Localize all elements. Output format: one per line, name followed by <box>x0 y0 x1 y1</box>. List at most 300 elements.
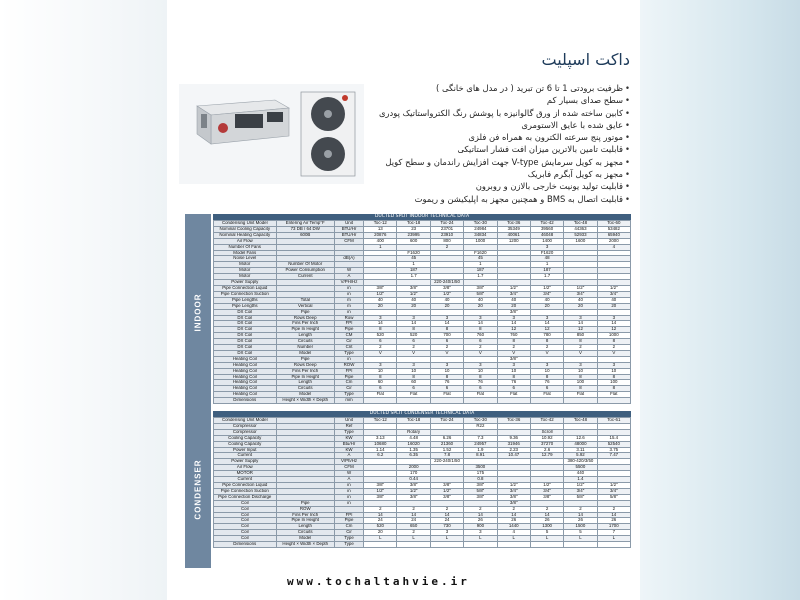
value-cell: 60 <box>397 380 430 386</box>
value-cell: 1/2" <box>397 291 430 297</box>
row-label-cell: DX Coil <box>214 350 277 356</box>
value-cell: 26 <box>464 518 497 524</box>
value-cell: 2 <box>397 345 430 351</box>
feature-item: • کابین ساخته شده از ورق گالوانیزه با پوشش رنگ الکترواستاتیک پودری <box>355 107 630 119</box>
value-cell: 850 <box>564 333 597 339</box>
row-label-cell: Air Flow <box>214 465 277 471</box>
value-cell: 1400 <box>530 238 563 244</box>
value-cell: 1 <box>530 262 563 268</box>
right-background-strip <box>640 0 800 600</box>
value-cell: 1700 <box>597 524 630 530</box>
row-label-cell: DX Coil <box>214 345 277 351</box>
row-label-cell: 73 DB / 64 DW <box>276 226 334 232</box>
row-label-cell: Circuits <box>276 530 334 536</box>
value-cell: Flat <box>530 392 563 398</box>
value-cell: 650 <box>397 524 430 530</box>
value-cell: 3/8" <box>464 494 497 500</box>
value-cell: 1/2" <box>364 291 397 297</box>
value-cell: Toc-12 <box>364 221 397 227</box>
value-cell: 14 <box>530 512 563 518</box>
value-cell: 2 <box>464 345 497 351</box>
value-cell: 6 <box>464 339 497 345</box>
value-cell: 12.6 <box>564 435 597 441</box>
value-cell: 76 <box>430 380 463 386</box>
value-cell: 40 <box>364 297 397 303</box>
row-label-cell: Pipe <box>276 356 334 362</box>
value-cell: 8 <box>530 374 563 380</box>
value-cell <box>497 398 530 404</box>
value-cell: 0.44 <box>397 477 430 483</box>
row-label-cell: CFM <box>334 465 363 471</box>
value-cell <box>564 398 597 404</box>
value-cell: 3/8" <box>430 482 463 488</box>
value-cell: 1 <box>464 262 497 268</box>
value-cell: 2 <box>464 506 497 512</box>
value-cell: L <box>397 536 430 542</box>
row-label-cell: DX Coil <box>214 315 277 321</box>
value-cell: 760 <box>497 333 530 339</box>
value-cell: 3.11 <box>564 447 597 453</box>
value-cell: 14 <box>597 512 630 518</box>
value-cell: 10 <box>564 368 597 374</box>
left-background-strip <box>0 0 167 600</box>
value-cell: L <box>497 536 530 542</box>
indoor-table-caption: DUCTED SPLIT INDOOR TECHNICAL DATA <box>213 214 631 220</box>
value-cell: 2 <box>364 345 397 351</box>
row-label-cell: CFM <box>334 238 363 244</box>
value-cell: 8 <box>597 374 630 380</box>
value-cell: 8 <box>464 374 497 380</box>
value-cell: 8 <box>564 374 597 380</box>
value-cell: 220-240/1/50 <box>430 459 463 465</box>
value-cell: 40 <box>564 297 597 303</box>
value-cell <box>597 398 630 404</box>
row-label-cell: Pipe In Height <box>276 518 334 524</box>
value-cell: 4.48 <box>397 435 430 441</box>
value-cell: 1.14 <box>364 447 397 453</box>
row-label-cell: Model Fans <box>214 250 277 256</box>
row-label-cell: Compressor <box>214 423 277 429</box>
value-cell: 8.91 <box>464 453 497 459</box>
row-label-cell: Length <box>276 380 334 386</box>
value-cell: 5500 <box>564 465 597 471</box>
row-label-cell: in <box>334 500 363 506</box>
value-cell: 3/4" <box>497 291 530 297</box>
value-cell <box>530 398 563 404</box>
value-cell: 10.92 <box>530 435 563 441</box>
feature-item: • عایق شده با عایق الاستومری <box>355 119 630 131</box>
value-cell: 20 <box>597 303 630 309</box>
value-cell: 20 <box>464 303 497 309</box>
row-label-cell: DX Coil <box>214 321 277 327</box>
row-label-cell: Coil <box>214 500 277 506</box>
value-cell: 23910 <box>430 232 463 238</box>
row-label-cell: Number Of Motor <box>276 262 334 268</box>
value-cell: 8 <box>430 374 463 380</box>
condenser-table-block <box>213 411 631 548</box>
value-cell: 700 <box>430 333 463 339</box>
value-cell: 2 <box>364 506 397 512</box>
row-label-cell: Cnt <box>334 345 363 351</box>
value-cell: 3 <box>430 315 463 321</box>
value-cell: 26 <box>564 518 597 524</box>
value-cell: 39560 <box>530 226 563 232</box>
value-cell: 12 <box>530 327 563 333</box>
value-cell: 20 <box>430 303 463 309</box>
row-label-cell: m <box>334 297 363 303</box>
value-cell: 1/2" <box>564 285 597 291</box>
row-label-cell: Cir <box>334 339 363 345</box>
value-cell: L <box>464 536 497 542</box>
value-cell: 20 <box>564 303 597 309</box>
row-label-cell: DX Coil <box>214 309 277 315</box>
value-cell: 6 <box>364 386 397 392</box>
value-cell: 8 <box>430 327 463 333</box>
catalog-page <box>167 0 640 600</box>
value-cell: 6 <box>430 339 463 345</box>
value-cell: 3 <box>430 530 463 536</box>
value-cell: 14 <box>564 321 597 327</box>
row-label-cell: Fins Per Inch <box>276 368 334 374</box>
value-cell: 8 <box>564 386 597 392</box>
value-cell: V <box>464 350 497 356</box>
value-cell: 12 <box>597 327 630 333</box>
value-cell: Toc-36 <box>497 418 530 424</box>
row-label-cell: dB(A) <box>334 256 363 262</box>
value-cell: 4 <box>497 530 530 536</box>
row-label-cell: Coil <box>214 518 277 524</box>
value-cell: 26 <box>530 518 563 524</box>
value-cell: 7.8 <box>430 453 463 459</box>
indoor-side-label: INDOOR <box>185 214 211 411</box>
value-cell: 10 <box>597 368 630 374</box>
row-label-cell: Heating Coil <box>214 368 277 374</box>
value-cell: 14 <box>364 512 397 518</box>
value-cell: 3/8" <box>530 494 563 500</box>
row-label-cell: BTU/Hr <box>334 226 363 232</box>
row-label-cell: Air Flow <box>214 238 277 244</box>
value-cell: 730 <box>430 524 463 530</box>
value-cell: 2 <box>397 530 430 536</box>
row-label-cell: Power Input <box>214 447 277 453</box>
value-cell <box>364 398 397 404</box>
row-label-cell: CM <box>334 333 363 339</box>
value-cell: 48 <box>530 256 563 262</box>
value-cell: 3.13 <box>364 435 397 441</box>
row-label-cell: Power Supply <box>214 280 277 286</box>
feature-item: • قابلیت اتصال به BMS و همچنین مجهز به اپلیکیشن و ریموت <box>355 193 630 205</box>
row-label-cell: Type <box>334 392 363 398</box>
row-label-cell: Type <box>334 536 363 542</box>
row-label-cell: in <box>334 285 363 291</box>
row-label-cell: Dimensions <box>214 398 277 404</box>
value-cell: 14 <box>530 321 563 327</box>
value-cell: 1/2" <box>430 291 463 297</box>
value-cell: 3/8" <box>497 309 530 315</box>
row-label-cell: Cooling Capacity <box>214 435 277 441</box>
value-cell: 5/8" <box>597 494 630 500</box>
value-cell: L <box>564 536 597 542</box>
row-label-cell: Circuits <box>276 339 334 345</box>
row-label-cell: Pipe <box>276 500 334 506</box>
value-cell: 40 <box>464 297 497 303</box>
value-cell: 14 <box>430 512 463 518</box>
value-cell: 65940 <box>597 232 630 238</box>
row-label-cell: Row <box>334 315 363 321</box>
value-cell: L <box>364 536 397 542</box>
value-cell: 3 <box>364 362 397 368</box>
value-cell: Rotary <box>397 429 430 435</box>
value-cell: 53482 <box>597 226 630 232</box>
row-label-cell: Cm <box>334 380 363 386</box>
row-label-cell: Pipe In Height <box>276 327 334 333</box>
value-cell: 220-240/1/50 <box>430 280 463 286</box>
feature-item: • سطح صدای بسیار کم <box>355 94 630 106</box>
value-cell: 6 <box>464 386 497 392</box>
value-cell: 8 <box>397 327 430 333</box>
value-cell: 40061 <box>497 232 530 238</box>
value-cell: 3 <box>464 530 497 536</box>
value-cell: 3 <box>530 244 563 250</box>
value-cell: 5 <box>564 530 597 536</box>
row-label-cell: Heating Coil <box>214 392 277 398</box>
value-cell: Toc-18 <box>397 221 430 227</box>
value-cell: 3 <box>564 362 597 368</box>
value-cell: Toc-30 <box>464 221 497 227</box>
row-label-cell: Coil <box>214 524 277 530</box>
value-cell: Toc-42 <box>530 221 563 227</box>
row-label-cell: Total <box>276 297 334 303</box>
value-cell: 5/8" <box>464 291 497 297</box>
value-cell: 20876 <box>364 232 397 238</box>
value-cell: 24984 <box>464 226 497 232</box>
value-cell: 45 <box>464 256 497 262</box>
value-cell: Toc-60 <box>597 221 630 227</box>
value-cell: 14 <box>497 321 530 327</box>
value-cell: 2 <box>564 345 597 351</box>
value-cell: 8 <box>530 339 563 345</box>
value-cell <box>430 398 463 404</box>
feature-item: • مجهز به کویل آبگرم فابریک <box>355 168 630 180</box>
value-cell: 100 <box>564 380 597 386</box>
row-label-cell: FPI <box>334 321 363 327</box>
value-cell: 6 <box>397 339 430 345</box>
value-cell: 24 <box>397 518 430 524</box>
row-label-cell: DX Coil <box>214 339 277 345</box>
row-label-cell: Dimensions <box>214 542 277 548</box>
page-title: داکت اسپلیت <box>541 50 630 69</box>
condenser-table-caption: DUCTED SPLIT CONDENSER TECHNICAL DATA <box>213 411 631 417</box>
value-cell: 12 <box>564 327 597 333</box>
row-label-cell: Fins Per Inch <box>276 321 334 327</box>
value-cell: 60 <box>364 380 397 386</box>
value-cell: Toc-30 <box>464 418 497 424</box>
row-label-cell: in <box>334 494 363 500</box>
row-label-cell: Heating Coil <box>214 380 277 386</box>
value-cell: F1620 <box>397 250 430 256</box>
value-cell: 10 <box>364 368 397 374</box>
row-label-cell: Motor <box>214 274 277 280</box>
value-cell: 3/8" <box>397 494 430 500</box>
value-cell: 3/4" <box>597 291 630 297</box>
row-label-cell: Coil <box>214 506 277 512</box>
value-cell: 3/8" <box>497 500 530 506</box>
row-label-cell: Current <box>214 477 277 483</box>
value-cell: 3/8" <box>430 494 463 500</box>
value-cell: 7 <box>597 530 630 536</box>
value-cell: Flat <box>364 392 397 398</box>
value-cell: 520 <box>397 333 430 339</box>
row-label-cell: Pipe Connection Suction <box>214 488 277 494</box>
value-cell: 2 <box>430 345 463 351</box>
row-label-cell: Compressor <box>214 429 277 435</box>
value-cell: 1.35 <box>397 447 430 453</box>
value-cell: 3 <box>597 315 630 321</box>
row-label-cell: Unit <box>334 418 363 424</box>
value-cell: 3 <box>397 362 430 368</box>
row-label-cell: Current <box>276 274 334 280</box>
value-cell: 440 <box>564 471 597 477</box>
value-cell: 2 <box>430 506 463 512</box>
value-cell: 26 <box>497 518 530 524</box>
value-cell: 2 <box>430 244 463 250</box>
value-cell: 1 <box>364 244 397 250</box>
row-label-cell: ROW <box>276 506 334 512</box>
value-cell: 14 <box>497 512 530 518</box>
value-cell: 8 <box>564 339 597 345</box>
row-label-cell: Condensing Unit Model <box>214 221 277 227</box>
value-cell: 14 <box>597 321 630 327</box>
value-cell: 8 <box>497 374 530 380</box>
value-cell: 1500 <box>564 524 597 530</box>
value-cell: 600 <box>397 238 430 244</box>
row-label-cell: in <box>334 356 363 362</box>
row-label-cell: m <box>334 303 363 309</box>
value-cell: F1620 <box>464 250 497 256</box>
value-cell: 76 <box>464 380 497 386</box>
value-cell: 10 <box>497 368 530 374</box>
value-cell: 780 <box>530 333 563 339</box>
value-cell: 8 <box>364 374 397 380</box>
row-label-cell: in <box>334 291 363 297</box>
value-cell: Flat <box>464 392 497 398</box>
indoor-technical-table <box>213 220 631 404</box>
value-cell: L <box>530 536 563 542</box>
value-cell: F1620 <box>530 250 563 256</box>
row-label-cell: V/Ph/Hz <box>334 459 363 465</box>
value-cell: 6 <box>364 339 397 345</box>
value-cell: 2 <box>397 506 430 512</box>
row-label-cell: Type <box>334 429 363 435</box>
value-cell: Flat <box>564 392 597 398</box>
row-label-cell: BTU/Hr <box>334 232 363 238</box>
value-cell: 13 <box>364 226 397 232</box>
value-cell <box>564 542 597 548</box>
value-cell: V <box>397 350 430 356</box>
value-cell <box>497 542 530 548</box>
value-cell: 2 <box>497 345 530 351</box>
value-cell: Flat <box>597 392 630 398</box>
value-cell: 44363 <box>564 226 597 232</box>
value-cell <box>530 542 563 548</box>
value-cell: 1.7 <box>397 274 430 280</box>
value-cell: 16020 <box>397 441 430 447</box>
value-cell: 6 <box>430 386 463 392</box>
indoor-table-block <box>213 214 631 404</box>
value-cell: 14 <box>364 321 397 327</box>
row-label-cell: Rows Deep <box>276 315 334 321</box>
row-label-cell: Vertical <box>276 303 334 309</box>
value-cell: V <box>597 350 630 356</box>
value-cell: 20 <box>530 303 563 309</box>
value-cell: 1/2" <box>597 285 630 291</box>
feature-item: • مجهز به کویل سرمایش V-type جهت افزایش راندمان و سطح کویل <box>355 156 630 168</box>
row-label-cell: mm <box>334 398 363 404</box>
value-cell: 3/4" <box>564 488 597 494</box>
value-cell: Toc-12 <box>364 418 397 424</box>
value-cell: 14 <box>464 321 497 327</box>
value-cell: 14 <box>464 512 497 518</box>
row-label-cell: Motor <box>214 262 277 268</box>
value-cell: 3/8" <box>364 285 397 291</box>
value-cell: 187 <box>464 268 497 274</box>
value-cell: 24 <box>364 518 397 524</box>
website-url: www.tochaltahvie.ir <box>287 575 470 588</box>
value-cell: 1440 <box>497 524 530 530</box>
value-cell: 3 <box>530 362 563 368</box>
value-cell <box>397 542 430 548</box>
value-cell: Toc-36 <box>497 221 530 227</box>
value-cell: 20 <box>497 303 530 309</box>
value-cell: 1/2" <box>364 488 397 494</box>
value-cell: 34834 <box>464 232 497 238</box>
row-label-cell: Height × Width × Depth <box>276 398 334 404</box>
row-label-cell: A <box>334 274 363 280</box>
product-image <box>179 84 364 184</box>
value-cell: 3/8" <box>497 356 530 362</box>
value-cell: 3 <box>430 362 463 368</box>
row-label-cell: Pipe Lengths <box>214 303 277 309</box>
value-cell: V <box>497 350 530 356</box>
value-cell: 9.36 <box>497 435 530 441</box>
value-cell: 3/8" <box>430 285 463 291</box>
value-cell: 46048 <box>530 232 563 238</box>
value-cell: 2 <box>597 506 630 512</box>
row-label-cell: Nominal Heating Capacity <box>214 232 277 238</box>
value-cell: 1.52 <box>430 447 463 453</box>
value-cell <box>464 398 497 404</box>
value-cell: 760 <box>464 333 497 339</box>
row-label-cell: Length <box>276 333 334 339</box>
value-cell: 8 <box>364 327 397 333</box>
row-label-cell: FPI <box>334 368 363 374</box>
value-cell: 187 <box>397 268 430 274</box>
value-cell: 2 <box>564 506 597 512</box>
row-label-cell: Pipe Connection Suction <box>214 291 277 297</box>
value-cell: 40 <box>497 297 530 303</box>
value-cell: 45 <box>397 256 430 262</box>
row-label-cell: Cm <box>334 524 363 530</box>
value-cell: 7.3 <box>464 435 497 441</box>
value-cell: 48000 <box>564 441 597 447</box>
row-label-cell: ROW <box>334 362 363 368</box>
row-label-cell: Model <box>276 392 334 398</box>
value-cell: 40 <box>430 297 463 303</box>
row-label-cell: Circuits <box>276 386 334 392</box>
row-label-cell: in <box>334 309 363 315</box>
value-cell: V <box>364 350 397 356</box>
row-label-cell: Coil <box>214 512 277 518</box>
